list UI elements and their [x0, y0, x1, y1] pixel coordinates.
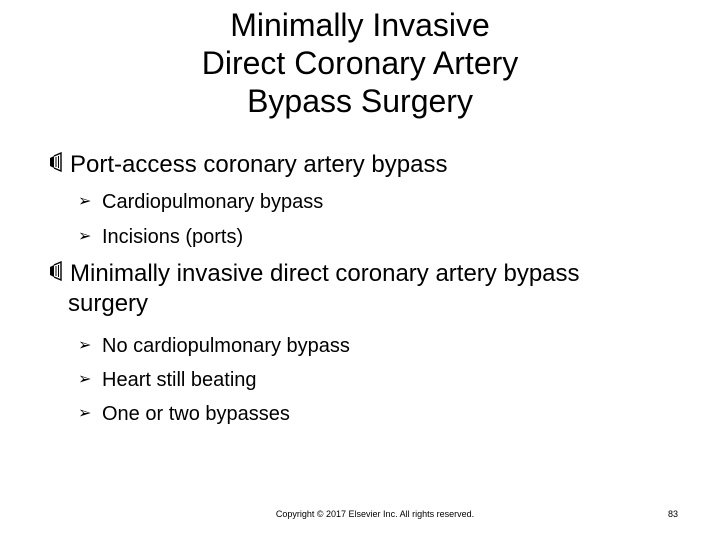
- sub-bullet-text: No cardiopulmonary bypass: [102, 335, 350, 357]
- bullet-text-line: Minimally invasive direct coronary artery bypass: [70, 260, 580, 287]
- sub-bullet-text: Incisions (ports): [102, 226, 244, 248]
- sub-bullet-text: Heart still beating: [102, 369, 257, 391]
- fanfare-bullet-icon: [48, 152, 64, 172]
- slide-title: [100, 6, 620, 120]
- sub-bullet-text: Cardiopulmonary bypass: [102, 191, 324, 213]
- title-line: Minimally Invasive: [230, 7, 490, 43]
- page-number: 83: [667, 509, 678, 519]
- arrow-bullet-icon: ➢: [78, 371, 92, 388]
- fanfare-bullet-icon: [48, 261, 64, 281]
- arrow-bullet-icon: ➢: [78, 405, 92, 422]
- sub-bullet-text: One or two bypasses: [102, 403, 290, 425]
- bullet-text: Port-access coronary artery bypass: [70, 151, 448, 178]
- bullet-text-line: surgery: [68, 290, 149, 317]
- title-line: Bypass Surgery: [247, 83, 473, 119]
- bullet-text: [70, 259, 690, 319]
- copyright-footer: Copyright © 2017 Elsevier Inc. All rights reserved.: [275, 509, 475, 519]
- arrow-bullet-icon: ➢: [78, 228, 92, 245]
- arrow-bullet-icon: ➢: [78, 337, 92, 354]
- arrow-bullet-icon: ➢: [78, 193, 92, 210]
- title-line: Direct Coronary Artery: [201, 45, 519, 81]
